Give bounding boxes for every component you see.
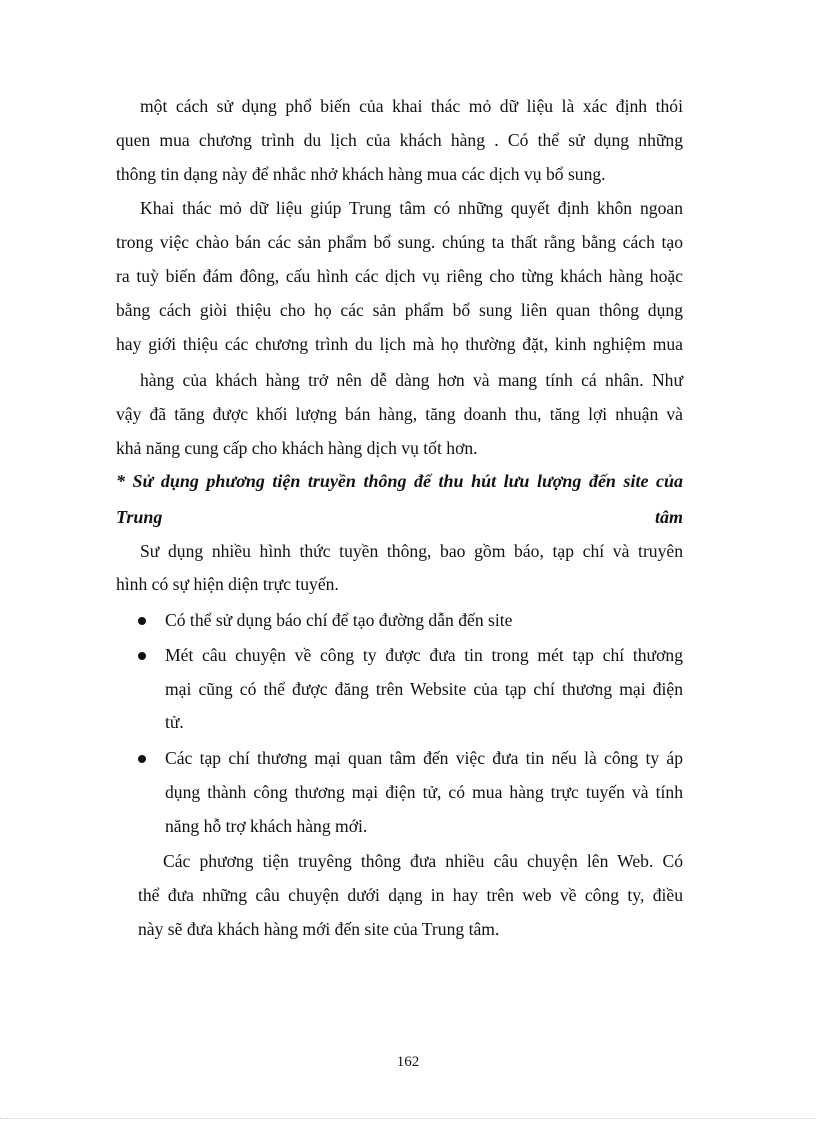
text-line: ra tuỳ biến đám đông, cấu hình các dịch vụ riêng cho từng khách hàng hoặc [116, 266, 683, 286]
text-line: một cách sử dụng phổ biến của khai thác mỏ dữ liệu là xác định thói [140, 96, 683, 116]
text-line: Mét câu chuyện về công ty được đưa tin trong mét tạp chí thương [165, 645, 683, 665]
bullet-icon [138, 755, 146, 763]
text-line: trong việc chào bán các sản phẩm bổ sung. chúng ta thất rằng bằng cách tạo [116, 232, 683, 252]
text-line: năng hỗ trợ khách hàng mới. [165, 816, 368, 836]
bullet-icon [138, 652, 146, 660]
page-number: 162 [396, 1054, 420, 1070]
text-line: hay giới thiệu các chương trình du lịch mà họ thường đặt, kinh nghiệm mua [116, 334, 683, 354]
page-bottom-divider [0, 1118, 816, 1119]
text-line: dụng thành công thương mại điện tử, có mua hàng trực tuyến và tính [165, 782, 683, 802]
text-line: hình có sự hiện diện trực tuyến. [116, 574, 339, 594]
text-line: tử. [165, 712, 184, 732]
text-line: Có thể sử dụng báo chí để tạo đường dẫn đến site [165, 610, 513, 630]
text-line: quen mua chương trình du lịch của khách hàng . Có thể sử dụng những [116, 130, 683, 150]
text-line: này sẽ đưa khách hàng mới đến site của Trung tâm. [138, 919, 500, 939]
heading-line: Trung tâm [116, 507, 683, 527]
text-line: khả năng cung cấp cho khách hàng dịch vụ tốt hơn. [116, 438, 478, 458]
bullet-icon [138, 617, 146, 625]
text-line: bằng cách giòi thiệu cho họ các sản phẩm bổ sung liên quan thông dụng [116, 300, 683, 320]
text-line: mại cũng có thể được đăng trên Website của tạp chí thương mại điện [165, 679, 683, 699]
text-line: Các phương tiện truyêng thông đưa nhiều câu chuyện lên Web. Có [163, 851, 683, 871]
text-line: thông tin dạng này để nhắc nhở khách hàng mua các dịch vụ bổ sung. [116, 164, 606, 184]
text-line: vậy đã tăng được khối lượng bán hàng, tăng doanh thu, tăng lợi nhuận và [116, 404, 683, 424]
text-line: Khai thác mỏ dữ liệu giúp Trung tâm có những quyết định khôn ngoan [140, 198, 683, 218]
heading-line: * Sử dụng phương tiện truyền thông để thu hút lưu lượng đến site của [116, 471, 683, 491]
text-line: Các tạp chí thương mại quan tâm đến việc đưa tin nếu là công ty áp [165, 748, 683, 768]
text-line: Sư dụng nhiều hình thức tuyền thông, bao gồm báo, tạp chí và truyên [140, 541, 683, 561]
text-line: thể đưa những câu chuyện dưới dạng in hay trên web về công ty, điều [138, 885, 683, 905]
text-line: hàng của khách hàng trở nên dễ dàng hơn và mang tính cá nhân. Như [140, 370, 683, 390]
